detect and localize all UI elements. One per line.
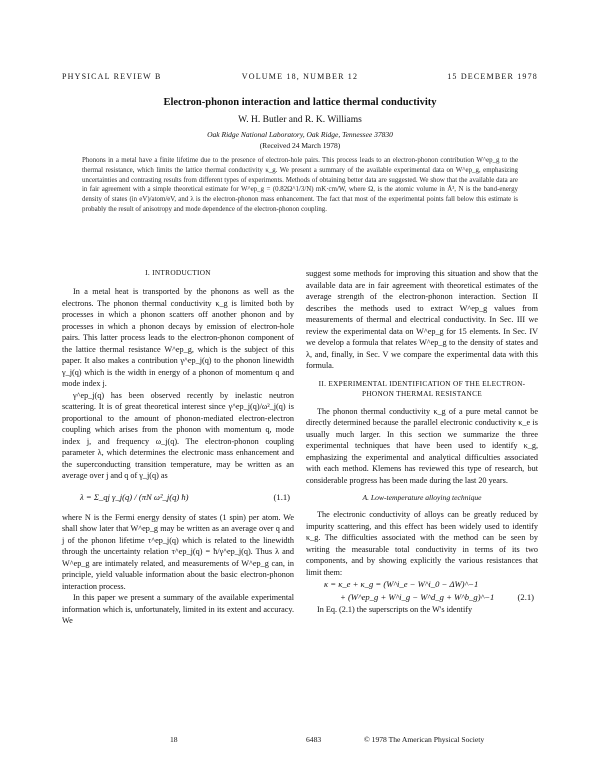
received-date: (Received 24 March 1978) (259, 141, 341, 150)
copyright-notice: © 1978 The American Physical Society (364, 735, 485, 744)
equation-number: (2.1) (517, 592, 534, 602)
paragraph: In a metal heat is transported by the phonons as well as the electrons. The phonon thermal conductivity κ_g is limited both by processes in which a phonon scatters off another phonon and by processes in which a phonon decays by emission of electron-hole pairs. This latter process leads to the electron-phonon component of the lattice thermal resistance W^ep_g, which is the subject of this paper. It also makes a contribution γ^ep_j(q) to the phonon linewidth γ_j(q) which is the width in energy of a phonon of momentum q and mode index j. (62, 287, 294, 388)
abstract: Phonons in a metal have a finite lifetime due to the presence of electron-hole pairs. This process leads to an electron-phonon contribution W^ep_g to the thermal resistance, which limits the lattice thermal conductivity κ_g. We present a summary of the available experimental data on W^ep_g, emphasizing uncertainties and contrasting results from different types of experiments. Methods of obtaining better data are suggested. We show that the available data are in fair agreement with a simple theoretical estimate for W^ep_g = (0.82Ω^1/3/N) mK·cm/W, where Ω, is the atomic volume in Å³, N is the band-energy density of states (in eV)/atom/eV, and λ is the electron-phonon mass enhancement. The fact that most of the experimental points fall below this estimate is probably the result of anisotropy and mode dependence of the electron-phonon coupling. (82, 157, 518, 213)
volume-number: VOLUME 18, NUMBER 12 (241, 72, 359, 81)
author-affiliation: Oak Ridge National Laboratory, Oak Ridge, Tennessee 37830 (207, 130, 393, 139)
article-title: Electron-phonon interaction and lattice thermal conductivity (163, 97, 437, 108)
issue-date: 15 DECEMBER 1978 (447, 72, 538, 81)
article-authors: W. H. Butler and R. K. Williams (238, 115, 362, 125)
equation-1-1 (62, 482, 294, 512)
paragraph: where N is the Fermi energy density of states (1 spin) per atom. We shall show later that W^ep_g may be written as an average over q and j of the phonon lifetime τ^ep_j(q) which is related to the linewidth through the uncertainty relation τ^ep_j(q) = ħ/γ^ep_j(q). Thus λ and W^ep_g are intimately related, and measurements of W^ep_g can, in principle, yield valuable information about the basic electron-phonon interaction process. (62, 512, 294, 591)
left-column (62, 268, 294, 627)
page-label: 18 (170, 735, 178, 744)
paragraph: suggest some methods for improving this situation and show that the available data are in fair agreement with theoretical estimates of the average strength of the electron-phonon interaction. Section II describes the methods used to extract W^ep_g values from measurements of thermal and electrical conductivity. In Sec. III we review the experimental data on W^ep_g for 15 elements. In Sec. IV we develop a formula that relates W^ep_g to the density of states and λ, and, finally, in Sec. V we compare the experimental data with this formula. (306, 269, 538, 370)
equation-line-2: + (W^ep_g + W^i_g − W^d_g + W^b_g)^−1 (340, 592, 495, 602)
section-heading-experimental: II. EXPERIMENTAL IDENTIFICATION OF THE ELECTRON-PHONON THERMAL RESISTANCE (318, 378, 526, 398)
paragraph: The electronic conductivity of alloys can be greatly reduced by impurity scattering, and this effect has been widely used to identify κ_g. The difficulties associated with the method can be seen by writing the measurable total conductivity in terms of its two components, and by showing explicitly the various resistances that limit them: (306, 510, 538, 577)
right-column (306, 268, 538, 616)
paragraph: γ^ep_j(q) has been observed recently by inelastic neutron scattering. It is of great theoretical interest since γ^ep_j(q)/ω²_j(q) is proportional to the amount of phonon-mediated electron-electron coupling which arises from the phonon with momentum q, mode index j, and frequency ω_j(q). The electron-phonon coupling parameter λ, which determines the electronic mass enhancement and the superconducting transition temperature, may be written as an average over j and q of γ_j(q) as (62, 390, 294, 480)
subsection-heading-alloying: A. Low-temperature alloying technique (362, 493, 482, 502)
article-number: 6483 (306, 735, 322, 744)
paragraph: The phonon thermal conductivity κ_g of a pure metal cannot be directly determined because the parallel electronic conductivity κ_e is usually much larger. In this section we summarize the three experimental techniques that have been used to identify κ_g, emphasizing the experimental and analytical difficulties associated with each method. Klemens has reviewed this type of research, but considerable progress has been made during the last 20 years. (306, 406, 538, 485)
section-heading-introduction: I. INTRODUCTION (145, 268, 211, 277)
paragraph: In Eq. (2.1) the superscripts on the W's identify (317, 605, 473, 614)
equation-number: (1.1) (273, 491, 290, 502)
journal-name: PHYSICAL REVIEW B (62, 72, 162, 81)
equation-2-1 (306, 578, 538, 604)
equation-line-1: κ = κ_e + κ_g = (W^i_e − W^i_0 − ΔW)^−1 (324, 579, 479, 589)
equation-body: λ = Σ_qj γ_j(q) / (πN ω²_j(q) ħ) (80, 491, 189, 502)
paragraph: In this paper we present a summary of the available experimental information which is, unfortunately, limited in its extent and accuracy. We (62, 593, 294, 625)
